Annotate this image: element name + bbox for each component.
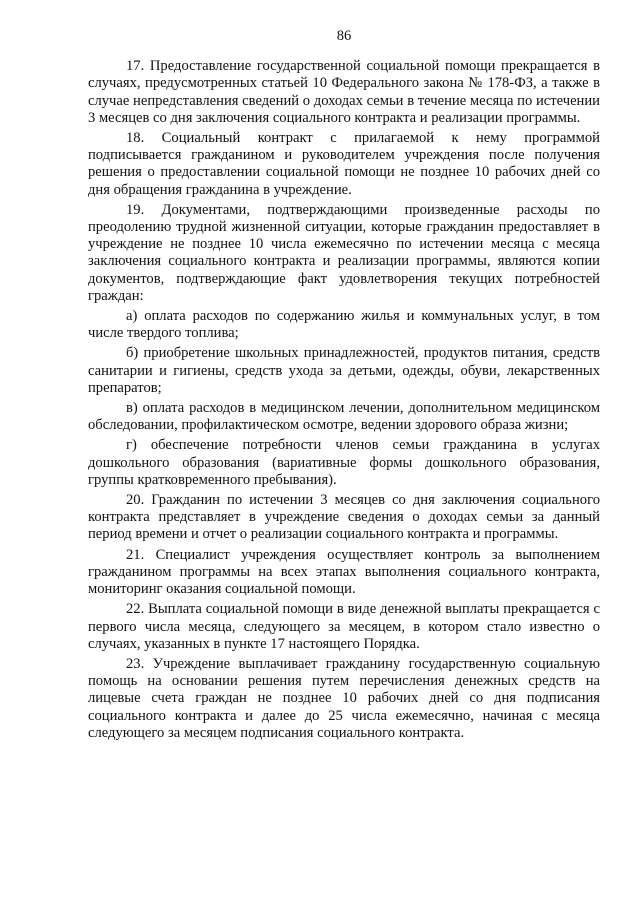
list-item-g: г) обеспечение потребности членов семьи гражданина в услугах дошкольного образования (вариативные формы дошкольного образования, группы кратковременного пребывания). xyxy=(88,437,600,488)
paragraph-21: 21. Специалист учреждения осуществляет контроль за выполнением гражданином программы на всех этапах выполнения социального контракта, мониторинг оказания социальной помощи. xyxy=(88,546,600,598)
paragraph-18: 18. Социальный контракт с прилагаемой к нему программой подписывается гражданином и руководителем учреждения после получения решения о предоставлении социальной помощи не позднее 10 рабочих дней со дня обращения гражданина в учреждение. xyxy=(88,130,600,198)
paragraph-19: 19. Документами, подтверждающими произведенные расходы по преодолению трудной жизненной ситуации, которые гражданин предоставляет в учреждение не позднее 10 числа ежемесячно по истечении месяца с месяца заключения социального контракта и реализации программы, являются копии документов, подтверждающие факт удовлетворения текущих потребностей граждан: xyxy=(88,201,600,304)
paragraph-22: 22. Выплата социальной помощи в виде денежной выплаты прекращается с первого числа месяца, следующего за месяцем, в котором стало известно о случаях, указанных в пункте 17 настоящего Порядка. xyxy=(88,601,600,652)
list-item-b: б) приобретение школьных принадлежностей, продуктов питания, средств санитарии и гигиены, средств ухода за детьми, одежды, обуви, лекарственных препаратов; xyxy=(88,345,600,396)
paragraph-23: 23. Учреждение выплачивает гражданину государственную социальную помощь на основании решения путем перечисления денежных средств на лицевые счета граждан не позднее 10 рабочих дней со дня подписания социального контракта и далее до 25 числа ежемесячно, начиная с месяца следующего за месяцем подписания социального контракта. xyxy=(88,655,600,741)
list-item-a: а) оплата расходов по содержанию жилья и коммунальных услуг, в том числе твердого топлива; xyxy=(88,308,600,342)
list-item-v: в) оплата расходов в медицинском лечении, дополнительном медицинском обследовании, профилактическом осмотре, ведении здорового образа жизни; xyxy=(88,400,600,434)
document-page xyxy=(88,28,600,742)
paragraph-17: 17. Предоставление государственной социальной помощи прекращается в случаях, предусмотренных статьей 10 Федерального закона № 178-ФЗ, а также в случае непредставления сведений о доходах семьи в течение месяца по истечении 3 месяцев со дня заключения социального контракта и реализации программы. xyxy=(88,58,600,126)
page-number: 86 xyxy=(336,28,352,44)
paragraph-20: 20. Гражданин по истечении 3 месяцев со дня заключения социального контракта представляет в учреждение сведения о доходах семьи за данный период времени и отчет о реализации социального контракта и программы. xyxy=(88,492,600,543)
